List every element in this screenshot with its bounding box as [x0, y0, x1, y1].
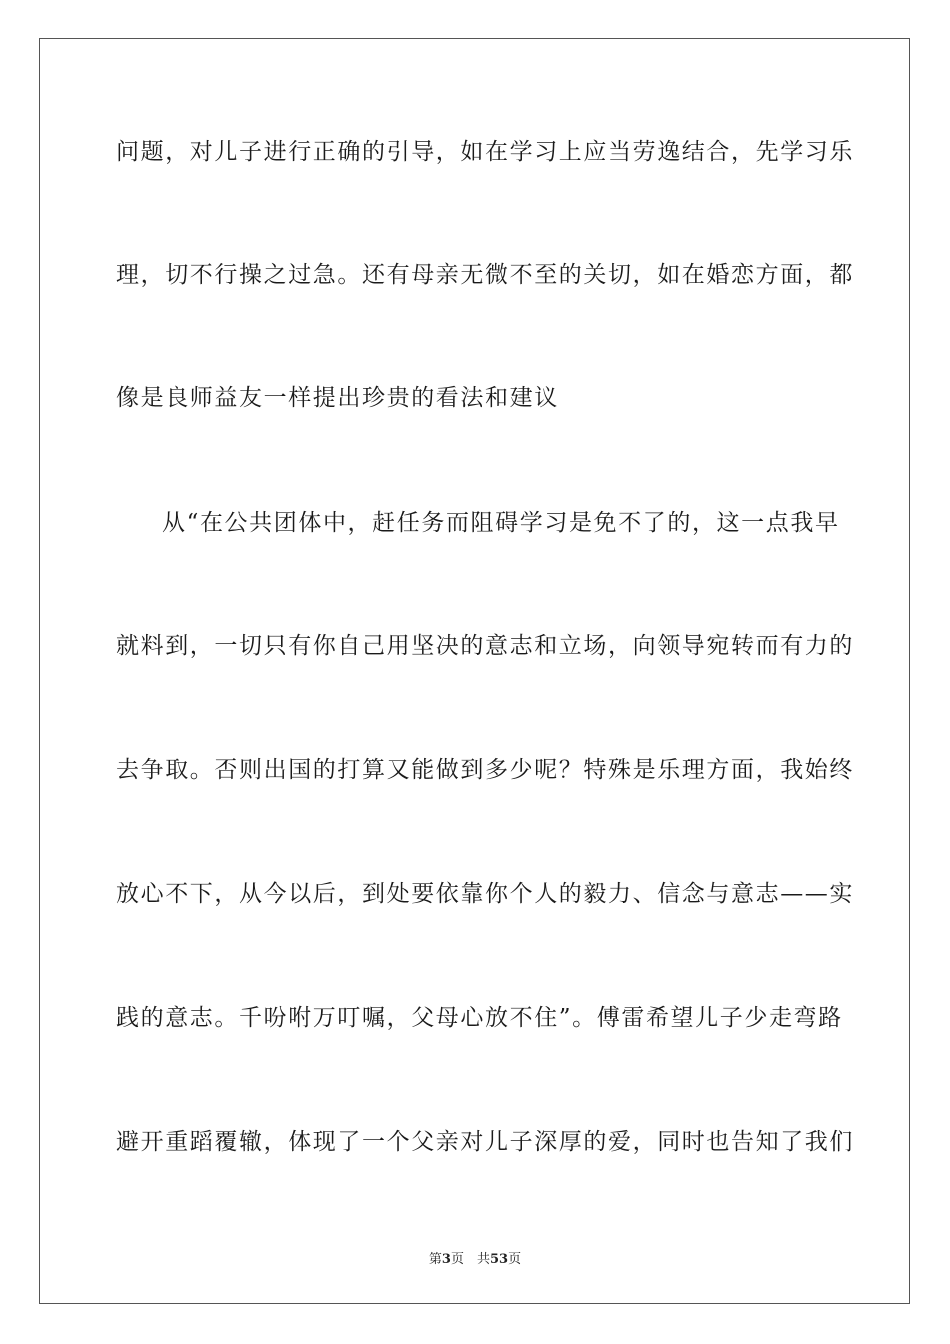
current-page-number: 3: [441, 1252, 451, 1267]
paragraph-first-line: 从“在公共团体中，赶任务而阻碍学习是免不了的，这一点我早: [162, 510, 840, 536]
text-line: 避开重蹈覆辙，体现了一个父亲对儿子深厚的爱，同时也告知了我们: [116, 1129, 854, 1155]
text-line: 践的意志。千吩咐万叮嘱，父母心放不住”。傅雷希望儿子少走弯路: [116, 1005, 843, 1031]
text-line: 就料到，一切只有你自己用坚决的意志和立场，向领导宛转而有力的: [116, 633, 854, 659]
footer-prefix: 第: [428, 1252, 442, 1267]
text-line: 像是良师益友一样提出珍贵的看法和建议: [116, 385, 559, 411]
total-page-count: 53: [489, 1252, 509, 1267]
page-footer: [0, 1248, 950, 1267]
page-border: [39, 38, 910, 1304]
text-line: 问题，对儿子进行正确的引导，如在学习上应当劳逸结合，先学习乐: [116, 139, 854, 165]
footer-suffix: 页: [508, 1252, 522, 1267]
text-line: 去争取。否则出国的打算又能做到多少呢？特殊是乐理方面，我始终: [116, 757, 854, 783]
text-line: 理，切不行操之过急。还有母亲无微不至的关切，如在婚恋方面，都: [116, 262, 854, 288]
footer-mid: 页 共: [450, 1252, 490, 1267]
text-line: 放心不下，从今以后，到处要依靠你个人的毅力、信念与意志——实: [116, 881, 854, 907]
